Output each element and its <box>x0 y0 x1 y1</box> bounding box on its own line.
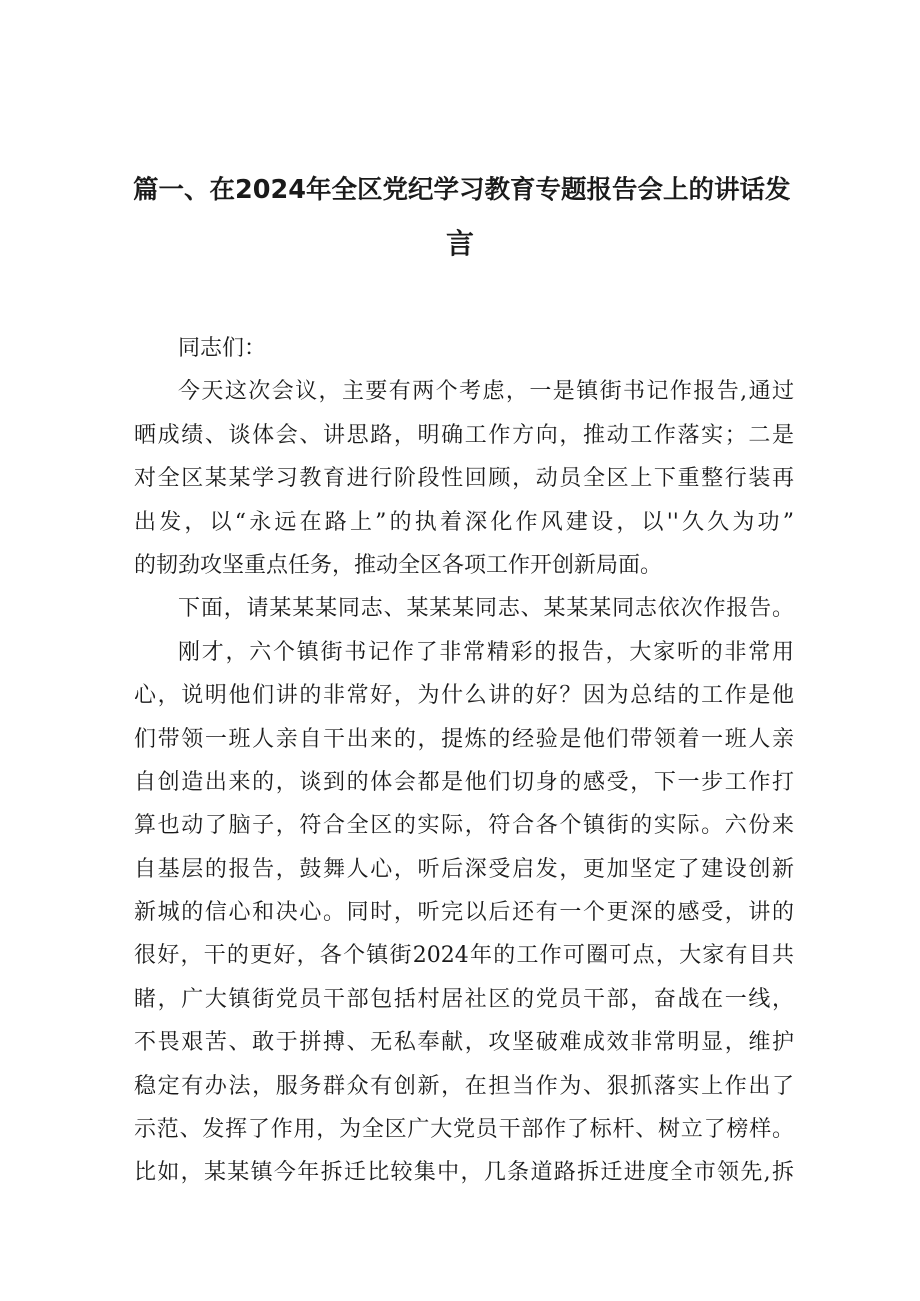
body-text-line: 自基层的报告，鼓舞人心，听后深受启发，更加坚定了建设创新 <box>134 856 794 882</box>
body-text-line: 新城的信心和决心。同时，听完以后还有一个更深的感受，讲的 <box>134 900 794 926</box>
document-body <box>134 327 794 1195</box>
body-text-line: 对全区某某学习教育进行阶段性回顾，动员全区上下重整行装再 <box>134 466 794 492</box>
document-title-continuation: 言 <box>445 227 474 260</box>
body-text-line: 出发，以“永远在路上”的执着深化作风建设，以''久久为功” <box>134 509 794 535</box>
body-text-line: 晒成绩、谈体会、讲思路，明确工作方向，推动工作落实；二是 <box>134 422 794 448</box>
body-text-line: 们带领一班人亲自干出来的，提炼的经验是他们带领着一班人亲 <box>134 726 794 752</box>
body-text-line: 稳定有办法，服务群众有创新，在担当作为、狠抓落实上作出了 <box>134 1073 794 1099</box>
body-text-line: 同志们： <box>178 336 267 361</box>
body-text-line: 刚才，六个镇街书记作了非常精彩的报告，大家听的非常用 <box>178 639 794 665</box>
body-text-line: 示范、发挥了作用，为全区广大党员干部作了标杆、树立了榜样。 <box>134 1117 794 1143</box>
body-text-line: 的韧劲攻坚重点任务，推动全区各项工作开创新局面。 <box>134 552 663 578</box>
document-title: 篇一、在2024年全区党纪学习教育专题报告会上的讲话发 <box>133 175 791 205</box>
body-text-line: 不畏艰苦、敢于拼搏、无私奉献，攻坚破难成效非常明显，维护 <box>134 1030 794 1056</box>
body-text-line: 下面，请某某某同志、某某某同志、某某某同志依次作报告。 <box>178 596 794 622</box>
body-text-line: 算也动了脑子，符合全区的实际，符合各个镇街的实际。六份来 <box>134 813 794 839</box>
body-text-line: 今天这次会议，主要有两个考虑，一是镇街书记作报告,通过 <box>178 379 794 405</box>
body-text-line: 很好，干的更好，各个镇街2024年的工作可圈可点，大家有目共 <box>134 943 794 969</box>
body-text-line: 睹，广大镇街党员干部包括村居社区的党员干部，奋战在一线， <box>134 986 794 1012</box>
body-text-line: 自创造出来的，谈到的体会都是他们切身的感受，下一步工作打 <box>134 769 794 795</box>
body-text-line: 比如，某某镇今年拆迁比较集中，几条道路拆迁进度全市领先,拆 <box>134 1160 794 1186</box>
body-text-line: 心，说明他们讲的非常好，为什么讲的好？因为总结的工作是他 <box>134 683 794 709</box>
